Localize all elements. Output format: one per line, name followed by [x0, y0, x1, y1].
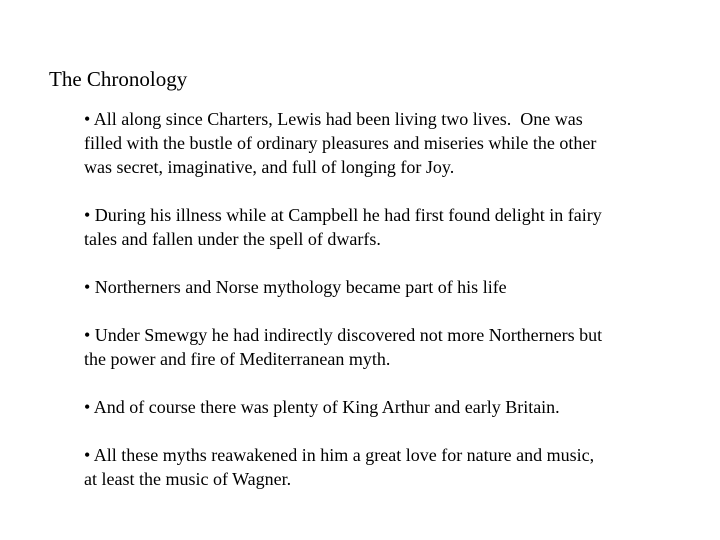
- bullet-item: • All along since Charters, Lewis had been living two lives. One was filled with the bustle of ordinary pleasures and miseries while the other was secret, imaginative, and full of longing for Joy.: [84, 109, 597, 177]
- slide-title: The Chronology: [49, 67, 188, 91]
- bullet-item: • And of course there was plenty of King Arthur and early Britain.: [84, 397, 560, 417]
- bullet-list: [84, 107, 674, 515]
- bullet-item: • All these myths reawakened in him a great love for nature and music, at least the music of Wagner.: [84, 445, 595, 489]
- bullet-item: • During his illness while at Campbell he had first found delight in fairy tales and fallen under the spell of dwarfs.: [84, 205, 602, 249]
- bullet-item: • Northerners and Norse mythology became part of his life: [84, 277, 507, 297]
- bullet-item: • Under Smewgy he had indirectly discovered not more Northerners but the power and fire of Mediterranean myth.: [84, 325, 603, 369]
